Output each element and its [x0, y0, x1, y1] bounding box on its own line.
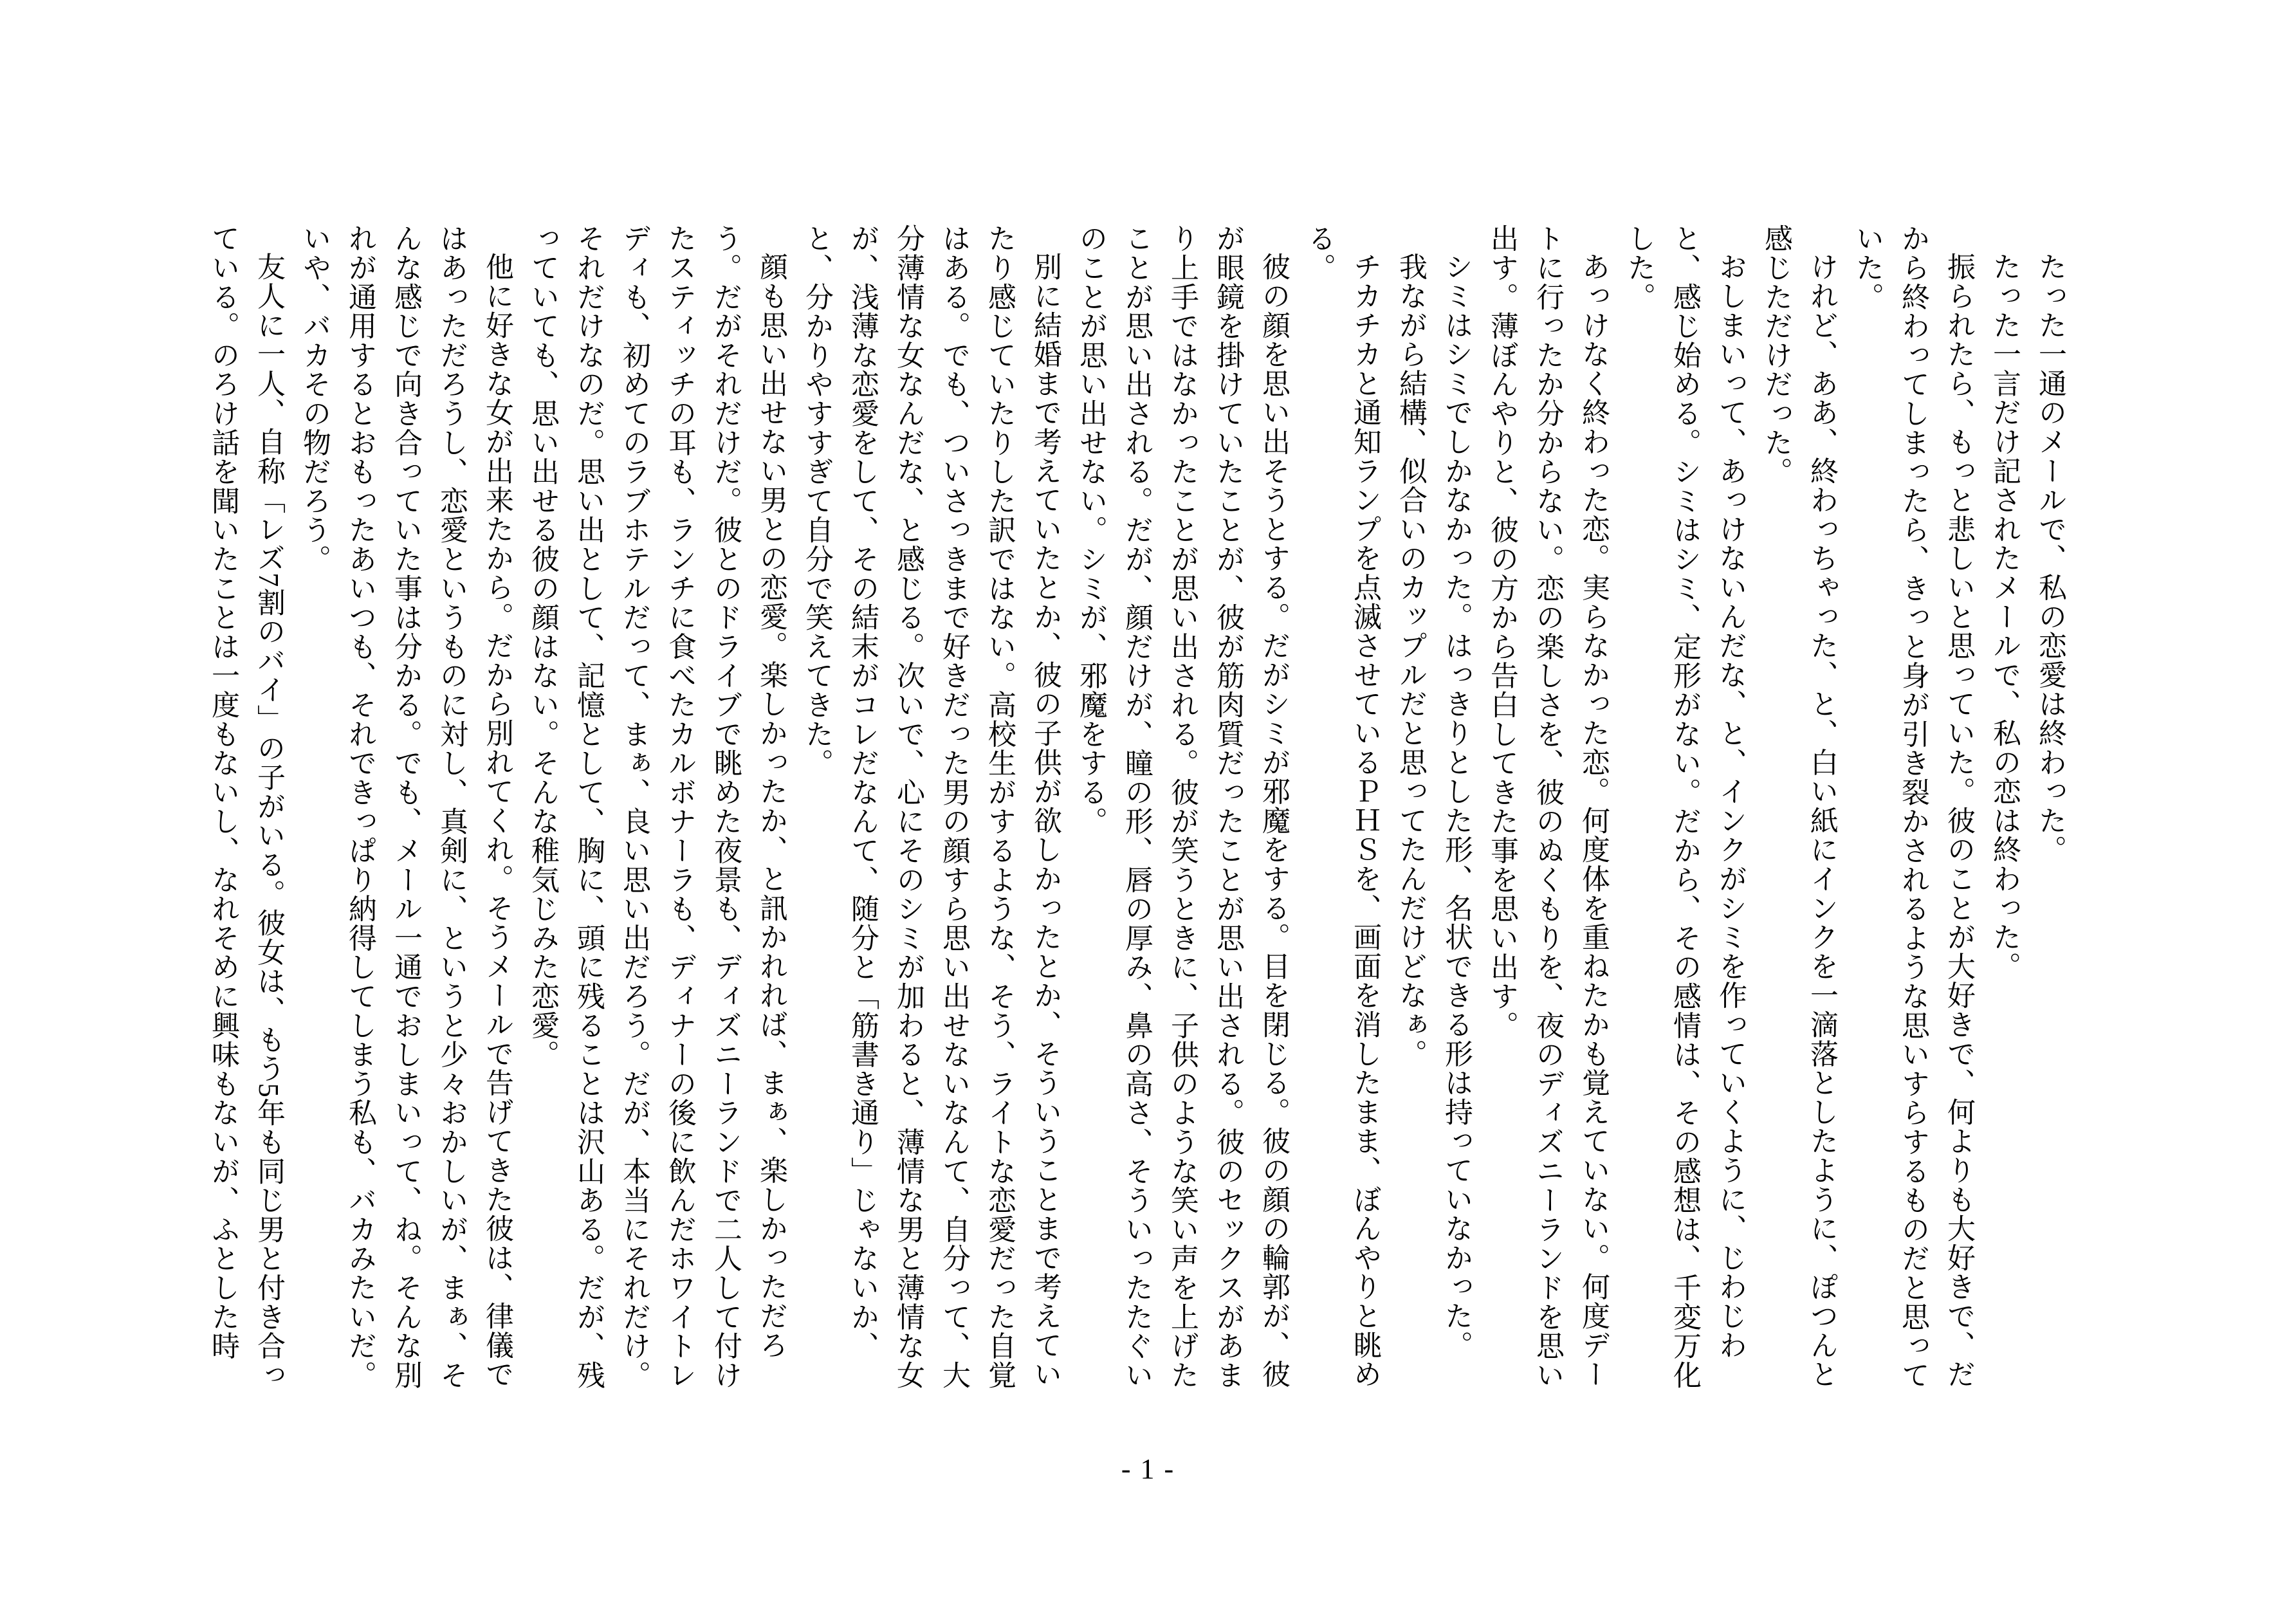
- paragraph: たった一言だけ記されたメールで、私の恋は終わった。: [1988, 252, 2020, 981]
- paragraph: たった一通のメールで、私の恋愛は終わった。: [2034, 252, 2066, 865]
- paragraph: 友人に一人、自称「レズ7割のバイ」の子がいる。彼女は、もう5年も同じ男と付き合っている。のろけ話を聞いたことは一度もないし、なれそめに興味もないが、ふとした時: [207, 224, 284, 1390]
- paragraph: 我ながら結構、似合いのカップルだと思ってたんだけどなぁ。: [1395, 252, 1426, 1068]
- paragraph: 別に結婚まで考えていたとか、彼の子供が欲しかったとか、そういうことまで考えていたり感じていたりした訳ではない。高校生がするような、そう、ライトな恋愛だった自覚はある。でも、ついさっきまで好きだった男の顔すら思い出せないなんて、自分って、大分薄情な女なんだな、と感じる。次いで、心にそのシミが加わると、薄情な男と薄情な女が、浅薄な恋愛をして、その結末がコレだなんて、随分と「筋書き通り」じゃないか、と、分かりやすすぎて自分で笑えてきた。: [801, 224, 1061, 1389]
- paragraph: あっけなく終わった恋。実らなかった恋。何度体を重ねたかも覚えていない。何度デートに行ったか分からない。恋の楽しさを、彼のぬくもりを、夜のディズニーランドを思い出す。薄ぼんやりと、彼の方から告白してきた事を思い出す。: [1486, 224, 1609, 1389]
- paragraph: 振られたら、もっと悲しいと思っていた。彼のことが大好きで、何よりも大好きで、だから終わってしまったら、きっと身が引き裂かされるような思いすらするものだと思っていた。: [1851, 224, 1974, 1389]
- page-number: - 1 -: [1121, 1453, 1175, 1485]
- body-text: [200, 224, 2073, 1392]
- paragraph: チカチカと通知ランプを点滅させているＰＨＳを、画面を消したまま、ぼんやりと眺める。: [1303, 224, 1381, 1389]
- paragraph: けれど、ああ、終わっちゃった、と、白い紙にインクを一滴落としたように、ぽつんと感じただけだった。: [1760, 224, 1837, 1389]
- paragraph: おしまいって、あっけないんだな、と、インクがシミを作っていくように、じわじわと、感じ始める。シミはシミ、定形がない。だから、その感情は、その感想は、千変万化した。: [1623, 224, 1746, 1389]
- paragraph: 他に好きな女が出来たから。だから別れてくれ。そうメールで告げてきた彼は、律儀ではあっただろうし、恋愛というものに対し、真剣に、というと少々おかしいが、まぁ、そんな感じで向き合っていた事は分かる。でも、メール一通でおしまいって、ね。そんな別れが通用するとおもったあいつも、それできっぱり納得してしまう私も、バカみたいだ。いや、バカその物だろう。: [298, 224, 513, 1389]
- paragraph: 顔も思い出せない男との恋愛。楽しかったか、と訊かれれば、まぁ、楽しかっただろう。だがそれだけだ。彼とのドライブで眺めた夜景も、ディズニーランドで二人して付けたスティッチの耳も、ランチに食べたカルボナーラも、ディナーの後に飲んだホワイトレディも、初めてのラブホテルだって、まぁ、良い思い出だろう。だが、本当にそれだけ。それだけなのだ。思い出として、記憶として、胸に、頭に残ることは沢山ある。だが、残っていても、思い出せる彼の顔はない。そんな稚気じみた恋愛。: [527, 224, 787, 1389]
- paragraph: 彼の顔を思い出そうとする。だがシミが邪魔をする。目を閉じる。彼の顔の輪郭が、彼が眼鏡を掛けていたことが、彼が筋肉質だったことが思い出される。彼のセックスがあまり上手ではなかったことが思い出される。彼が笑うときに、子供のような笑い声を上げたことが思い出される。だが、顔だけが、瞳の形、唇の厚み、鼻の高さ、そういったたぐいのことが思い出せない。シミが、邪魔をする。: [1075, 224, 1289, 1389]
- paragraph: シミはシミでしかなかった。はっきりとした形、名状できる形は持っていなかった。: [1440, 252, 1472, 1360]
